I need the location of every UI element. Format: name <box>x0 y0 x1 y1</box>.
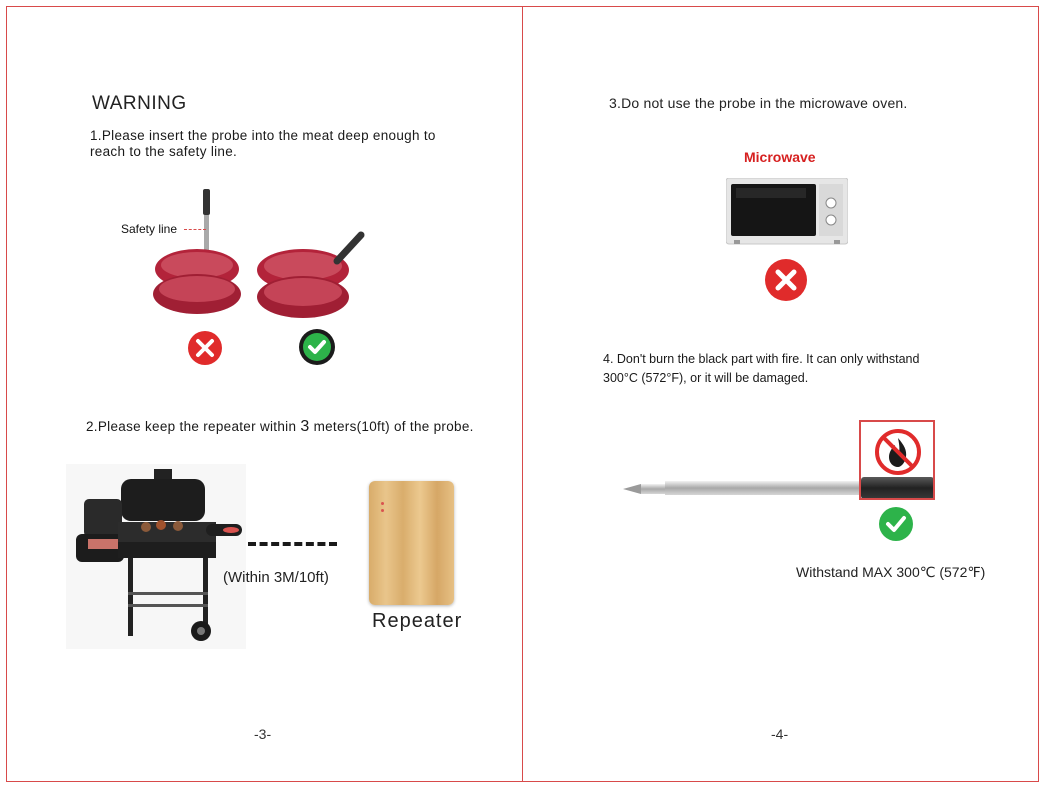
distance-label: (Within 3M/10ft) <box>223 569 329 586</box>
check-icon <box>878 506 914 542</box>
repeater-image <box>369 481 454 605</box>
instruction-2-number: 3 <box>300 418 310 435</box>
distance-dash-line <box>248 542 337 546</box>
right-page <box>522 6 1039 782</box>
warning-heading: WARNING <box>92 93 187 114</box>
safety-line-marker <box>184 229 206 230</box>
meat-shallow-probe-illustration <box>152 189 247 329</box>
left-page <box>6 6 523 782</box>
withstand-label: Withstand MAX 300℃ (572℉) <box>796 564 986 580</box>
instruction-3: 3.Do not use the probe in the microwave oven. <box>609 95 908 111</box>
instruction-1-line-1: 1.Please insert the probe into the meat deep enough to <box>90 128 436 143</box>
instruction-2-text: 2.Please keep the repeater within <box>86 419 301 434</box>
no-fire-sign <box>859 420 935 500</box>
instruction-2-text-end: meters(10ft) of the probe. <box>309 419 474 434</box>
instruction-4-line-1: 4. Don't burn the black part with fire. It can only withstand <box>603 352 920 366</box>
instruction-4-line-2: 300°C (572°F), or it will be damaged. <box>603 371 809 385</box>
meat-deep-probe-illustration <box>253 225 368 325</box>
cross-icon <box>187 330 223 366</box>
instruction-1-line-2: reach to the safety line. <box>90 144 238 159</box>
no-fire-icon <box>873 427 923 477</box>
microwave-label: Microwave <box>744 149 816 165</box>
grill-image <box>66 464 246 649</box>
repeater-label: Repeater <box>372 610 463 632</box>
microwave-image <box>726 178 848 248</box>
cross-icon <box>764 258 808 302</box>
page-number-left: -3- <box>254 726 272 742</box>
page-number-right: -4- <box>771 726 789 742</box>
safety-line-label: Safety line <box>121 222 178 236</box>
instruction-2 <box>86 419 474 435</box>
check-icon <box>298 328 336 366</box>
